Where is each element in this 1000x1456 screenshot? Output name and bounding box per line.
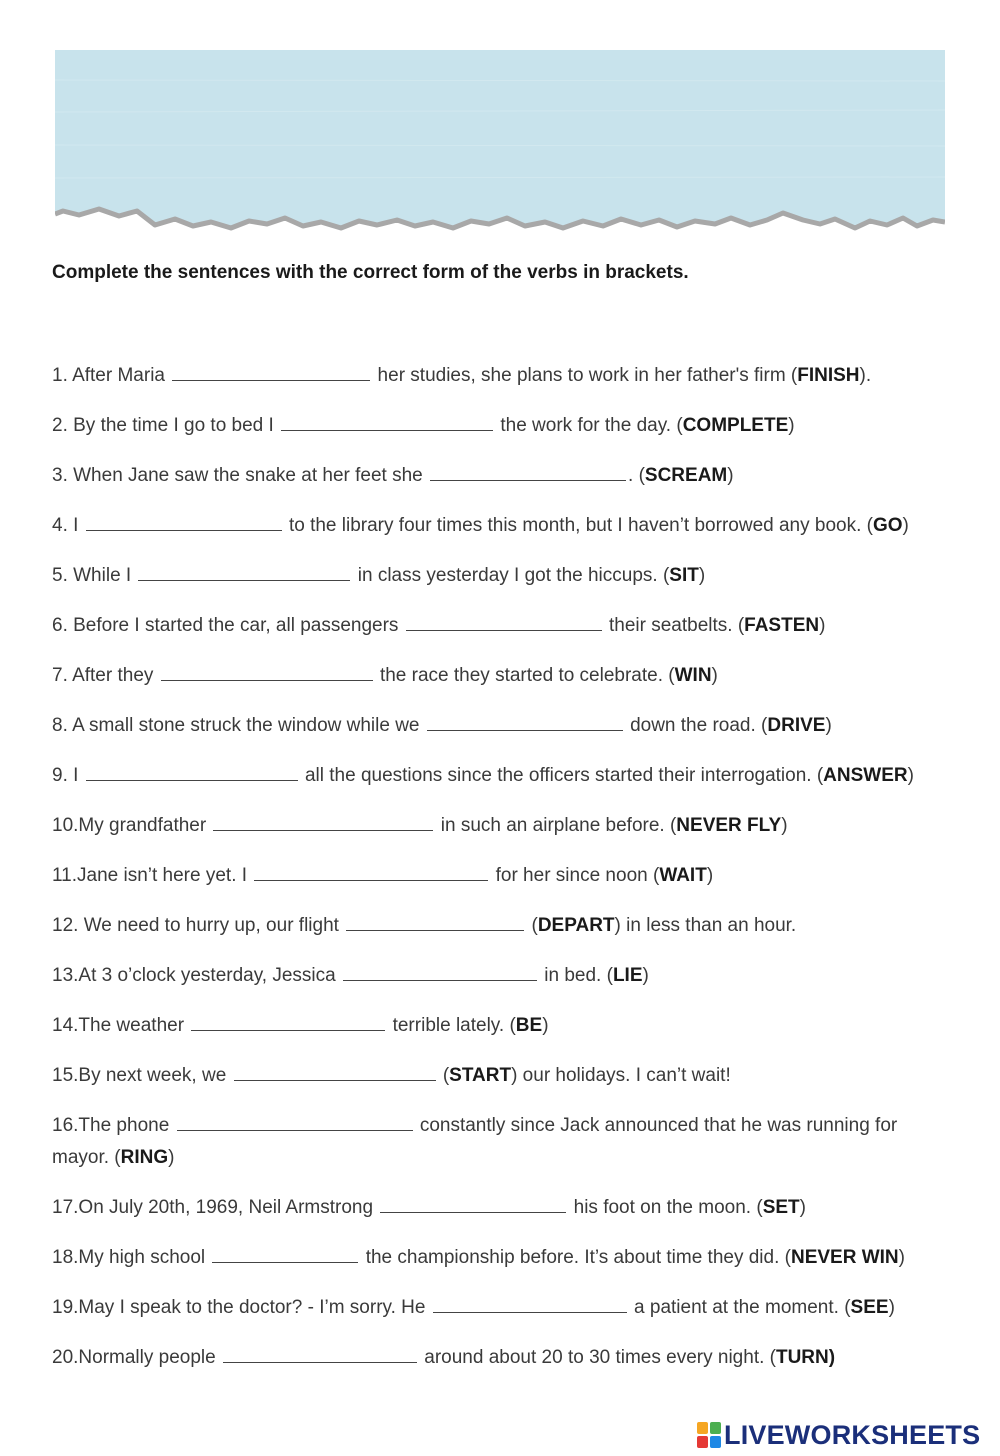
question-15: 15.By next week, we (START) our holidays. I can’t wait! xyxy=(52,1065,731,1086)
header-banner xyxy=(55,50,945,245)
banner-fill xyxy=(55,50,945,228)
question-20: 20.Normally people around about 20 to 30 times every night. (TURN) xyxy=(52,1347,836,1368)
answer-blank-12[interactable] xyxy=(346,914,524,931)
question-6: 6. Before I started the car, all passengers their seatbelts. (FASTEN) xyxy=(52,615,826,636)
answer-blank-17[interactable] xyxy=(380,1196,566,1213)
answer-blank-13[interactable] xyxy=(343,964,537,981)
question-3: 3. When Jane saw the snake at her feet she . (SCREAM) xyxy=(52,465,734,486)
answer-blank-11[interactable] xyxy=(254,864,488,881)
question-12: 12. We need to hurry up, our flight (DEPART) in less than an hour. xyxy=(52,915,797,936)
answer-blank-14[interactable] xyxy=(191,1014,385,1031)
question-7: 7. After they the race they started to celebrate. (WIN) xyxy=(52,665,718,686)
answer-blank-6[interactable] xyxy=(406,614,602,631)
answer-blank-5[interactable] xyxy=(138,564,350,581)
answer-blank-9[interactable] xyxy=(86,764,298,781)
question-19: 19.May I speak to the doctor? - I’m sorry. He a patient at the moment. (SEE) xyxy=(52,1297,895,1318)
question-17: 17.On July 20th, 1969, Neil Armstrong his foot on the moon. (SET) xyxy=(52,1197,806,1218)
liveworksheets-logo-icon xyxy=(697,1422,721,1448)
answer-blank-18[interactable] xyxy=(212,1246,358,1263)
question-18: 18.My high school the championship before. It’s about time they did. (NEVER WIN) xyxy=(52,1247,905,1268)
answer-blank-3[interactable] xyxy=(430,464,626,481)
question-5: 5. While I in class yesterday I got the hiccups. (SIT) xyxy=(52,565,706,586)
answer-blank-7[interactable] xyxy=(161,664,373,681)
answer-blank-10[interactable] xyxy=(213,814,433,831)
question-1: 1. After Maria her studies, she plans to work in her father's firm (FINISH). xyxy=(52,365,872,386)
answer-blank-2[interactable] xyxy=(281,414,493,431)
answer-blank-20[interactable] xyxy=(223,1346,417,1363)
question-11: 11.Jane isn’t here yet. I for her since noon (WAIT) xyxy=(52,865,714,886)
liveworksheets-logo xyxy=(697,1420,980,1450)
question-8: 8. A small stone struck the window while we down the road. (DRIVE) xyxy=(52,715,832,736)
answer-blank-16[interactable] xyxy=(177,1114,413,1131)
answer-blank-4[interactable] xyxy=(86,514,282,531)
answer-blank-15[interactable] xyxy=(234,1064,436,1081)
question-9: 9. I all the questions since the officers started their interrogation. (ANSWER) xyxy=(52,765,914,786)
question-4: 4. I to the library four times this month, but I haven’t borrowed any book. (GO) xyxy=(52,515,909,536)
question-13: 13.At 3 o’clock yesterday, Jessica in bed. (LIE) xyxy=(52,965,649,986)
liveworksheets-logo-text: LIVEWORKSHEETS xyxy=(724,1419,981,1450)
exercise-list xyxy=(52,360,957,1392)
answer-blank-8[interactable] xyxy=(427,714,623,731)
torn-paper-banner xyxy=(55,50,945,245)
instructions-heading: Complete the sentences with the correct form of the verbs in brackets. xyxy=(52,262,689,283)
question-16: 16.The phone constantly since Jack announced that he was running for mayor. (RING) xyxy=(52,1115,898,1168)
answer-blank-1[interactable] xyxy=(172,364,370,381)
question-2: 2. By the time I go to bed I the work for the day. (COMPLETE) xyxy=(52,415,795,436)
question-10: 10.My grandfather in such an airplane before. (NEVER FLY) xyxy=(52,815,788,836)
answer-blank-19[interactable] xyxy=(433,1296,627,1313)
question-14: 14.The weather terrible lately. (BE) xyxy=(52,1015,549,1036)
